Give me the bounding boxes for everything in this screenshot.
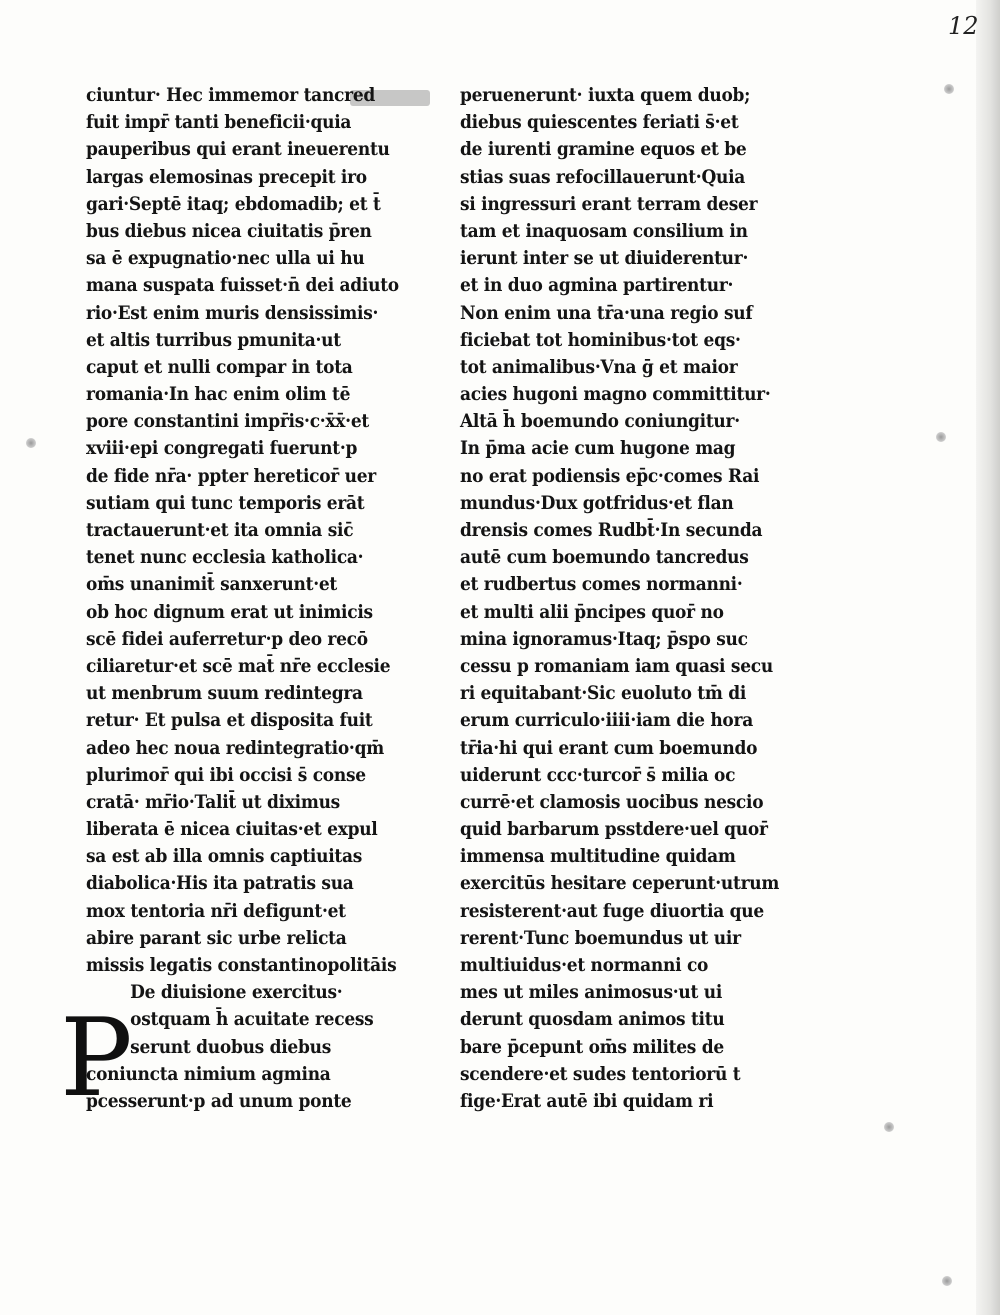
manuscript-line: gari·Septē itaq; ebdomadib; et t̄ bbox=[86, 193, 381, 215]
manuscript-line: ri equitabant·Sic euoluto tm̄ di bbox=[460, 683, 747, 705]
manuscript-line: si ingressuri erant terram deser bbox=[460, 193, 758, 215]
manuscript-line: peruenerunt· iuxta quem duob; bbox=[460, 85, 751, 106]
manuscript-line: om̄s unanimit̄ sanxerunt·et bbox=[86, 574, 338, 596]
manuscript-line: mina ignoramus·Itaq; p̄spo suc bbox=[460, 628, 748, 650]
manuscript-line: tractauerunt·et ita omnia sic̄ bbox=[86, 520, 354, 541]
punch-hole-corner bbox=[942, 1276, 952, 1286]
manuscript-line: immensa multitudine quidam bbox=[460, 846, 736, 868]
manuscript-line: stias suas refocillauerunt·Quia bbox=[460, 166, 746, 188]
punch-hole-top bbox=[944, 84, 954, 94]
manuscript-line: plurimor̄ qui ibi occisi s̄ conse bbox=[86, 764, 366, 786]
manuscript-line: mox tentoria nr̄i defigunt·et bbox=[86, 900, 346, 922]
manuscript-line: erum curriculo·iiii·iam die hora bbox=[460, 710, 753, 732]
manuscript-line: mundus·Dux gotfridus·et flan bbox=[460, 492, 734, 514]
punch-hole-left bbox=[26, 438, 36, 448]
manuscript-line: ierunt inter se ut diuiderentur· bbox=[460, 248, 749, 270]
manuscript-line: liberata ē nicea ciuitas·et expul bbox=[86, 819, 378, 841]
manuscript-line: tenet nunc ecclesia katholica· bbox=[86, 547, 364, 569]
manuscript-line: coniuncta nimium agmina bbox=[86, 1063, 331, 1085]
manuscript-line: sa ē expugnatio·nec ulla ui hu bbox=[86, 248, 365, 270]
manuscript-line: mes ut miles animosus·ut ui bbox=[460, 982, 723, 1004]
manuscript-line: scendere·et sudes tentoriorū t bbox=[460, 1063, 741, 1085]
manuscript-line: resisterent·aut fuge diuortia que bbox=[460, 900, 764, 922]
left-text-column bbox=[86, 82, 438, 1115]
manuscript-line: xviii·epi congregati fuerunt·p bbox=[86, 438, 358, 460]
manuscript-line: pcesserunt·p ad unum ponte bbox=[86, 1090, 352, 1112]
manuscript-line: multiuidus·et normanni co bbox=[460, 955, 709, 976]
manuscript-line: largas elemosinas precepit iro bbox=[86, 166, 367, 188]
manuscript-line: et rudbertus comes normanni· bbox=[460, 574, 743, 596]
manuscript-line: De diuisione exercitus· bbox=[130, 982, 343, 1004]
manuscript-line: serunt duobus diebus bbox=[130, 1036, 332, 1058]
manuscript-line: fige·Erat autē ibi quidam ri bbox=[460, 1090, 714, 1112]
manuscript-line: sutiam qui tunc temporis erāt bbox=[86, 492, 365, 514]
punch-hole-bottom bbox=[884, 1122, 894, 1132]
manuscript-line: ostquam h̄ acuitate recess bbox=[130, 1009, 374, 1031]
manuscript-line: et altis turribus pmunita·ut bbox=[86, 329, 341, 351]
manuscript-line: sa est ab illa omnis captiuitas bbox=[86, 846, 363, 868]
manuscript-line: retur· Et pulsa et disposita fuit bbox=[86, 710, 373, 732]
manuscript-line: autē cum boemundo tancredus bbox=[460, 547, 749, 569]
manuscript-line: romania·In hac enim olim tē bbox=[86, 384, 351, 406]
manuscript-line: diebus quiescentes feriati s̄·et bbox=[460, 112, 739, 134]
manuscript-line: pore constantini impr̄is·c·x̄x̄·et bbox=[86, 411, 369, 433]
manuscript-line: tr̄ia·hi qui erant cum boemundo bbox=[460, 737, 758, 759]
manuscript-line: ob hoc dignum erat ut inimicis bbox=[86, 601, 373, 623]
manuscript-line: In p̄ma acie cum hugone mag bbox=[460, 438, 736, 460]
manuscript-line: Non enim una tr̄a·una regio suf bbox=[460, 302, 753, 324]
manuscript-line: currē·et clamosis uocibus nescio bbox=[460, 791, 764, 813]
right-text-column bbox=[460, 82, 820, 1115]
manuscript-line: et in duo agmina partirentur· bbox=[460, 275, 734, 297]
manuscript-line: cessu p romaniam iam quasi secu bbox=[460, 655, 773, 677]
manuscript-line: diabolica·His ita patratis sua bbox=[86, 873, 354, 895]
manuscript-line: et multi alii p̄ncipes quor̄ no bbox=[460, 601, 724, 623]
manuscript-line: ciuntur· Hec immemor tancred bbox=[86, 85, 375, 106]
manuscript-line: ut menbrum suum redintegra bbox=[86, 683, 363, 705]
manuscript-line: no erat podiensis ep̄c·comes Rai bbox=[460, 465, 760, 487]
punch-hole-middle bbox=[936, 432, 946, 442]
manuscript-line: bus diebus nicea ciuitatis p̄ren bbox=[86, 220, 372, 242]
manuscript-line: missis legatis constantinopolitāis bbox=[86, 955, 397, 976]
manuscript-line: ciliaretur·et scē mat̄ nr̄e ecclesie bbox=[86, 655, 391, 677]
manuscript-line: uiderunt ccc·turcor̄ s̄ milia oc bbox=[460, 764, 736, 786]
manuscript-line: drensis comes Rudbt̄·In secunda bbox=[460, 520, 763, 541]
manuscript-line: bare p̄cepunt om̄s milites de bbox=[460, 1036, 724, 1058]
manuscript-line: tot animalibus·Vna ḡ et maior bbox=[460, 356, 738, 378]
manuscript-line: scē fidei auferretur·p deo recō bbox=[86, 628, 368, 650]
page-edge-shadow bbox=[976, 0, 1000, 1315]
manuscript-line: caput et nulli compar in tota bbox=[86, 356, 353, 378]
manuscript-line: adeo hec noua redintegratio·qm̄ bbox=[86, 737, 384, 759]
manuscript-line: de fide nr̄a· ppter hereticor̄ uer bbox=[86, 465, 376, 487]
manuscript-line: abire parant sic urbe relicta bbox=[86, 927, 347, 949]
folio-number: 12 bbox=[948, 12, 979, 40]
manuscript-line: rio·Est enim muris densissimis· bbox=[86, 302, 379, 324]
manuscript-line: derunt quosdam animos titu bbox=[460, 1009, 725, 1031]
manuscript-line: pauperibus qui erant ineuerentu bbox=[86, 139, 390, 161]
manuscript-line: cratā· mr̄io·Talit̄ ut diximus bbox=[86, 791, 340, 813]
manuscript-line: de iurenti gramine equos et be bbox=[460, 139, 747, 161]
manuscript-line: ficiebat tot hominibus·tot eqs· bbox=[460, 329, 741, 351]
decorated-initial-letter: P bbox=[60, 996, 133, 1121]
manuscript-line: exercitūs hesitare ceperunt·utrum bbox=[460, 873, 780, 895]
manuscript-line: mana suspata fuisset·n̄ dei adiuto bbox=[86, 275, 399, 297]
manuscript-line: fuit impr̄ tanti beneficii·quia bbox=[86, 112, 352, 134]
manuscript-line: rerent·Tunc boemundus ut uir bbox=[460, 927, 741, 949]
manuscript-line: acies hugoni magno committitur· bbox=[460, 384, 771, 406]
manuscript-line: Altā h̄ boemundo coniungitur· bbox=[460, 411, 740, 433]
manuscript-line: quid barbarum psstdere·uel quor̄ bbox=[460, 819, 768, 841]
manuscript-line: tam et inaquosam consilium in bbox=[460, 220, 748, 242]
